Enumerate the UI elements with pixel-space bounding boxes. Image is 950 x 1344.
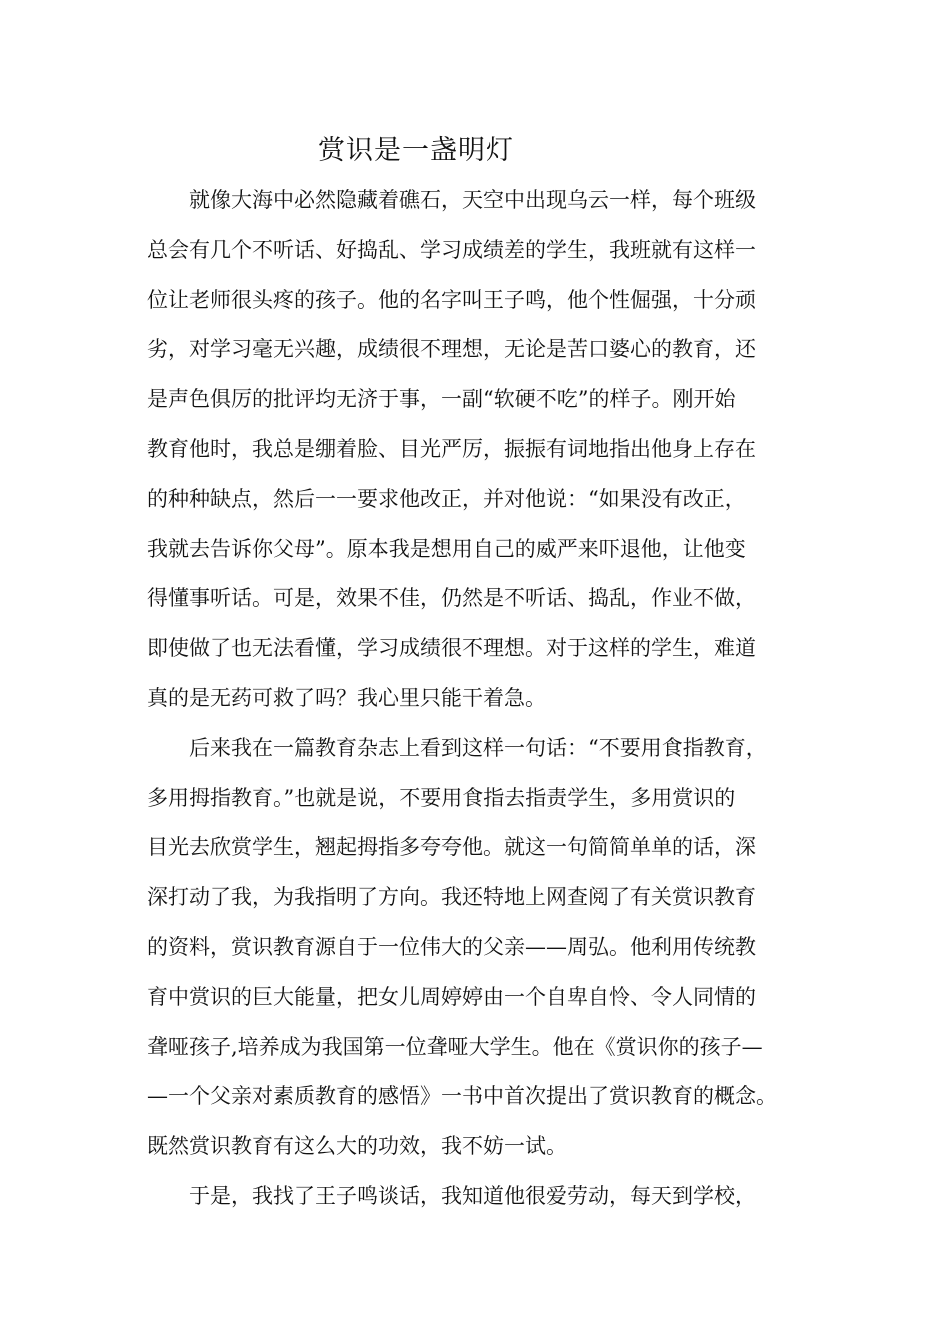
paragraph-2-line-3: 目光去欣赏学生，翘起拇指多夸夸他。就这一句简简单单的话，深	[147, 835, 756, 860]
paragraph-1-line-1: 就像大海中必然隐藏着礁石，天空中出现乌云一样，每个班级	[189, 188, 756, 212]
paragraph-1-line-5: 是声色俱厉的批评均无济于事，一副“软硬不吃”的样子。刚开始	[147, 387, 736, 412]
paragraph-1-line-2: 总会有几个不听话、好捣乱、学习成绩差的学生，我班就有这样一	[147, 237, 756, 262]
paragraph-2-line-6: 育中赏识的巨大能量，把女儿周婷婷由一个自卑自怜、令人同情的	[147, 984, 756, 1009]
paragraph-3-line-1: 于是，我找了王子鸣谈话，我知道他很爱劳动，每天到学校，	[189, 1183, 756, 1208]
paragraph-2-line-8: —一个父亲对素质教育的感悟》一书中首次提出了赏识教育的概念。	[147, 1084, 777, 1109]
paragraph-1-line-8: 我就去告诉你父母”。原本我是想用自己的威严来吓退他，让他变	[147, 536, 746, 561]
paragraph-1-line-7: 的种种缺点，然后一一要求他改正，并对他说：“如果没有改正，	[147, 486, 746, 511]
document-title: 赏识是一盏明灯	[318, 135, 514, 166]
paragraph-2-line-2: 多用拇指教育。”也就是说，不要用食指去指责学生，多用赏识的	[147, 785, 736, 810]
paragraph-1-line-9: 得懂事听话。可是，效果不佳，仍然是不听话、捣乱，作业不做，	[147, 586, 756, 611]
paragraph-2-line-7: 聋哑孩子,培养成为我国第一位聋哑大学生。他在《赏识你的孩子—	[147, 1034, 763, 1059]
paragraph-2-line-4: 深打动了我，为我指明了方向。我还特地上网查阅了有关赏识教育	[147, 885, 756, 910]
paragraph-2-line-5: 的资料，赏识教育源自于一位伟大的父亲——周弘。他利用传统教	[147, 934, 756, 959]
paragraph-2-line-9: 既然赏识教育有这么大的功效，我不妨一试。	[147, 1134, 567, 1159]
document-body	[147, 176, 827, 1222]
paragraph-1-line-4: 劣，对学习毫无兴趣，成绩很不理想，无论是苦口婆心的教育，还	[147, 337, 756, 362]
paragraph-1-line-3: 位让老师很头疼的孩子。他的名字叫王子鸣，他个性倔强，十分顽	[147, 287, 756, 312]
paragraph-1-line-11: 真的是无药可救了吗？我心里只能干着急。	[147, 685, 546, 710]
paragraph-2-line-1: 后来我在一篇教育杂志上看到这样一句话：“不要用食指教育，	[189, 735, 767, 760]
paragraph-1-line-6: 教育他时，我总是绷着脸、目光严厉，振振有词地指出他身上存在	[147, 436, 756, 461]
paragraph-1-line-10: 即使做了也无法看懂，学习成绩很不理想。对于这样的学生，难道	[147, 636, 756, 661]
